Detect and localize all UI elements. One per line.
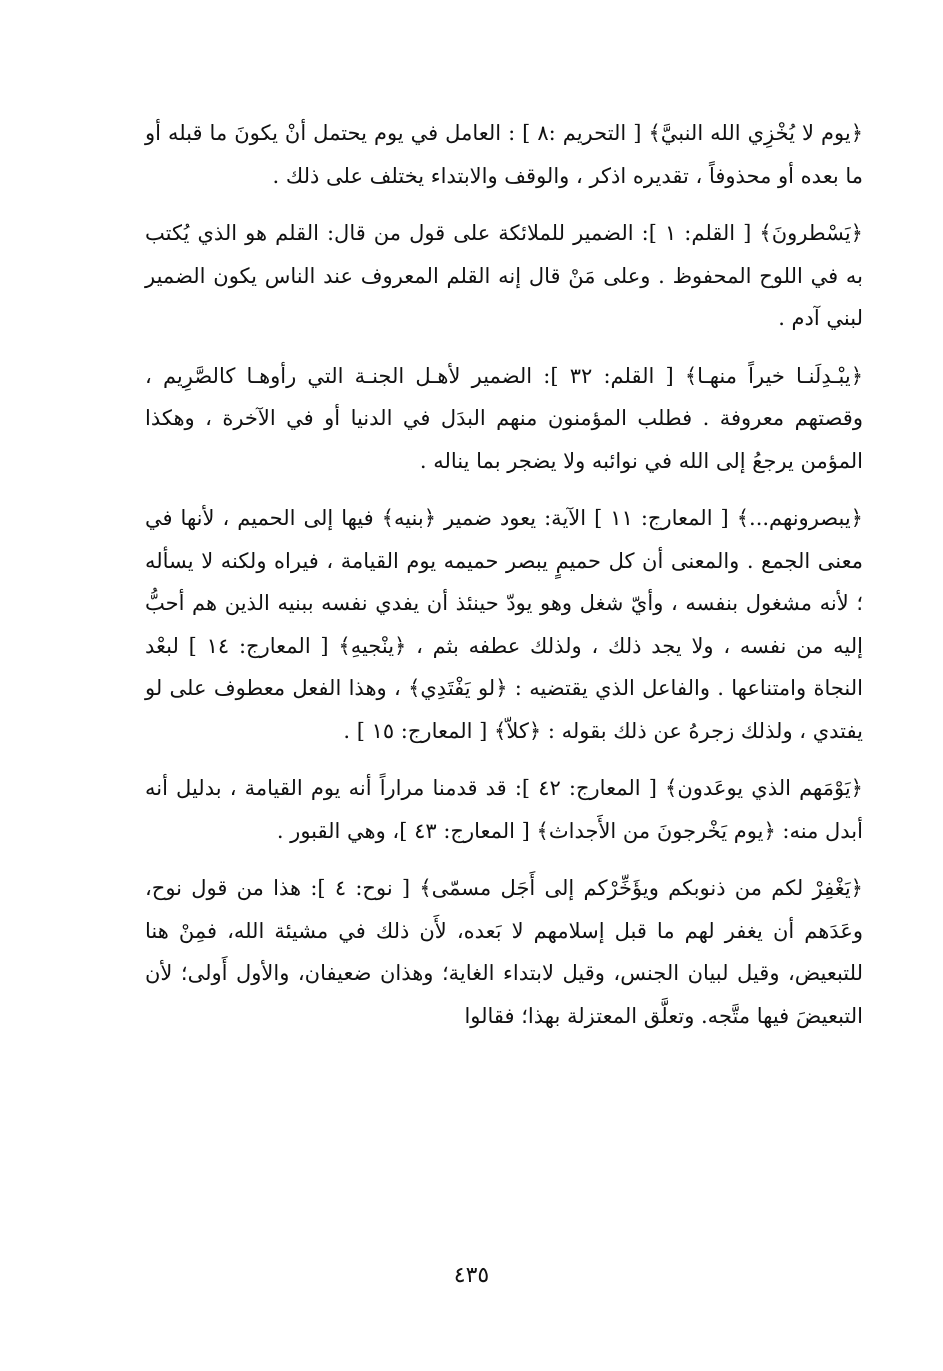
paragraph-6: ﴿يَغْفِرْ لكم من ذنوبكم ويؤَخِّرْكم إلى أَجَل مسمّى﴾ [ نوح: ٤ ]: هذا من قول نوح، وعَدَهم أن يغفر لهم ما قبل إسلامهم لا بَعده، لأَن ذلك في مشيئة الله، فمِنْ هنا للتبعيض، وقيل لبيان الجنس، وقيل لابتداء الغاية؛ وهذان ضعيفان، والأول أَولى؛ لأن التبعيضَ فيها متَّجه. وتعلَّق المعتزلة بهذا؛ فقالوا: [145, 876, 863, 1028]
page-number: ٤٣٥: [453, 1263, 490, 1288]
paragraph-5: ﴿يَوْمَهم الذي يوعَدون﴾ [ المعارج: ٤٢ ]: قد قدمنا مراراً أنه يوم القيامة ، بدليل أنه أبدل منه: ﴿يوم يَخْرجونَ من الأَجداث﴾ [ المعارج: ٤٣ ]، وهي القبور .: [145, 776, 863, 843]
page-body: [145, 112, 863, 1312]
paragraph-4: ﴿يبصرونهم...﴾ [ المعارج: ١١ ] الآية: يعود ضمير ﴿بنيه﴾ فيها إلى الحميم ، لأنها في معنى الجمع . والمعنى أن كل حميمٍ يبصر حميمه يوم القيامة ، فيراه ولكنه لا يسأله ؛ لأنه مشغول بنفسه ، وأيّ شغل وهو يودّ حينئذ أن يفدي نفسه ببنيه الذين هم أحبُّ إليه من نفسه ، ولا يجد ذلك ، ولذلك عطفه بثم ، ﴿ينْجيهِ﴾ [ المعارج: ١٤ ] لبعْد النجاة وامتناعها . والفاعل الذي يقتضيه : ﴿لو يَفْتَدِي﴾ ، وهذا الفعل معطوف على لو يفتدي ، ولذلك زجرهُ عن ذلك بقوله : ﴿كلاّ﴾ [ المعارج: ١٥ ] .: [145, 506, 863, 743]
paragraph-3: ﴿يبْـدِلَنـا خيراً منهـا﴾ [ القلم: ٣٢ ]: الضمير لأهـل الجنـة التي رأوهـا كالصَّرِيم ، وقصتهم معروفة . فطلب المؤمنون منهم البدَل في الدنيا أو في الآخرة ، وهكذا المؤمن يرجعُ إلى الله في نوائبه ولا يضجر بما يناله .: [145, 363, 863, 473]
paragraph-1: ﴿يوم لا يُخْزِي الله النبيَّ﴾ [ التحريم :٨ ] : العامل في يوم يحتمل أنْ يكونَ ما قبله أو ما بعده أو محذوفاً ، تقديره اذكر ، والوقف والابتداء يختلف على ذلك .: [145, 121, 864, 188]
paragraph-2: ﴿يَسْطرونَ﴾ [ القلم: ١ ]: الضمير للملائكة على قول من قال: القلم هو الذي يُكتب به في اللوح المحفوظ . وعلى مَنْ قال إنه القلم المعروف عند الناس يكون الضمير لبني آدم .: [145, 221, 863, 330]
